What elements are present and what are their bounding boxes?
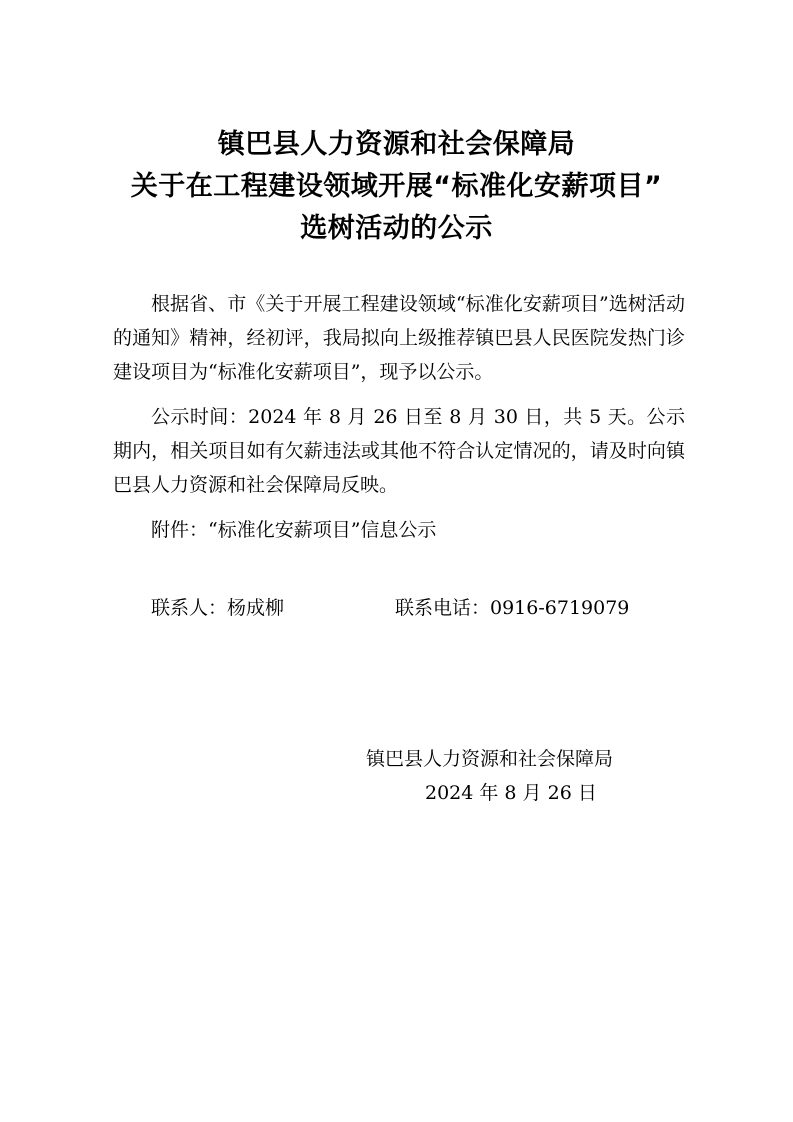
title-line-1: 镇巴县人力资源和社会保障局 <box>217 129 576 160</box>
title-line-3: 选树活动的公示 <box>300 213 493 244</box>
contact-person: 联系人：杨成柳 <box>151 597 285 619</box>
attachment-text: 附件：“标准化安薪项目”信息公示 <box>151 519 437 541</box>
paragraph-notice <box>113 287 685 389</box>
signature-org: 镇巴县人力资源和社会保障局 <box>366 748 614 770</box>
paragraph-2-text: 公示时间：2024 年 8 月 26 日至 8 月 30 日，共 5 天。公示期内，相关项目如有欠薪违法或其他不符合认定情况的，请及时向镇巴县人力资源和社会保障局反映。 <box>113 406 685 496</box>
paragraph-attachment <box>113 513 685 547</box>
title-line-2: 关于在工程建设领域开展“标准化安薪项目” <box>130 171 663 202</box>
paragraph-period <box>113 400 685 502</box>
signature-date: 2024 年 8 月 26 日 <box>425 782 597 804</box>
contact-line <box>151 591 711 625</box>
paragraph-1-text: 根据省、市《关于开展工程建设领域“标准化安薪项目”选树活动的通知》精神，经初评，我局拟向上级推荐镇巴县人民医院发热门诊建设项目为“标准化安薪项目”，现予以公示。 <box>113 293 685 383</box>
contact-phone: 联系电话：0916-6719079 <box>395 597 630 619</box>
document-title <box>0 124 793 250</box>
